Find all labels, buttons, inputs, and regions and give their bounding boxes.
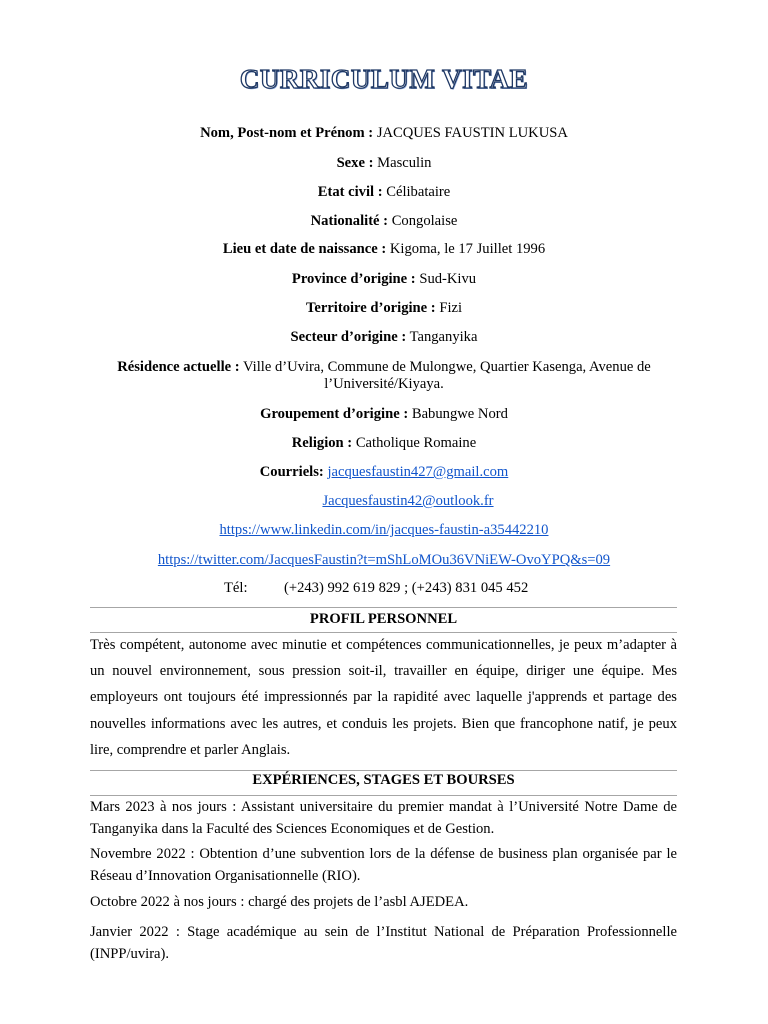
- residence-row: [0, 358, 768, 376]
- email-row: [0, 463, 768, 481]
- section-divider-top: [90, 607, 677, 608]
- residence-label: Résidence actuelle :: [117, 359, 240, 375]
- territory-label: Territoire d’origine :: [305, 300, 436, 316]
- religion-value: Catholique Romaine: [355, 435, 477, 451]
- province-label: Province d’origine :: [291, 271, 416, 287]
- group-value: Babungwe Nord: [411, 406, 508, 422]
- experience-heading: EXPÉRIENCES, STAGES ET BOURSES: [252, 772, 515, 788]
- territory-row: [0, 299, 768, 317]
- name-value: JACQUES FAUSTIN LUKUSA: [376, 125, 568, 141]
- religion-row: [0, 434, 768, 452]
- province-row: [0, 270, 768, 288]
- phone-label: Tél:: [224, 580, 248, 596]
- province-value: Sud-Kivu: [419, 271, 477, 287]
- sex-value: Masculin: [377, 155, 432, 171]
- civil-status-row: [0, 183, 768, 201]
- sex-row: [0, 154, 768, 172]
- profile-paragraph: Très compétent, autonome avec minutie et compétences communicationnelles, je peux m’adapter à un nouvel environnement, sous pression soit-il, travailler en équipe, diriger une équipe. Mes employeurs ont toujours été impressionnés par la rapidité avec laquelle j'apprends et partage des nouvelles informations avec les autres, et conduis les projets. Bien que francophone natif, je peux lire, comprendre et parler Anglais.: [90, 637, 677, 758]
- name-row: [0, 124, 768, 142]
- email-link-outlook[interactable]: Jacquesfaustin42@outlook.fr: [322, 493, 494, 509]
- birth-row: [0, 240, 768, 258]
- sector-row: [0, 328, 768, 346]
- sector-value: Tanganyika: [409, 329, 478, 345]
- section-divider-top: [90, 770, 677, 771]
- birth-label: Lieu et date de naissance :: [222, 241, 387, 257]
- linkedin-link[interactable]: https://www.linkedin.com/in/jacques-faustin-a35442210: [219, 522, 549, 538]
- nationality-row: [0, 212, 768, 230]
- religion-label: Religion :: [291, 435, 353, 451]
- civil-status-value: Célibataire: [386, 184, 451, 200]
- profile-heading: PROFIL PERSONNEL: [309, 611, 458, 627]
- phone-value: (+243) 992 619 829 ; (+243) 831 045 452: [284, 580, 529, 596]
- nationality-label: Nationalité :: [310, 213, 389, 229]
- email-row-2: [0, 492, 768, 510]
- territory-value: Fizi: [439, 300, 463, 316]
- birth-value: Kigoma, le 17 Juillet 1996: [389, 241, 546, 257]
- twitter-link[interactable]: https://twitter.com/JacquesFaustin?t=mShLoMOu36VNiEW-OvoYPQ&s=09: [157, 552, 611, 568]
- sex-label: Sexe :: [336, 155, 374, 171]
- twitter-row: [0, 551, 768, 569]
- group-label: Groupement d’origine :: [260, 406, 409, 422]
- experience-item: Octobre 2022 à nos jours : chargé des projets de l’asbl AJEDEA.: [90, 894, 469, 910]
- name-label: Nom, Post-nom et Prénom :: [200, 125, 374, 141]
- email-label: Courriels:: [259, 464, 324, 480]
- nationality-value: Congolaise: [391, 213, 458, 229]
- email-link-gmail[interactable]: jacquesfaustin427@gmail.com: [327, 464, 509, 480]
- experience-item: Novembre 2022 : Obtention d’une subvention lors de la défense de business plan organisée par le Réseau d’Innovation Organisationnelle (RIO).: [90, 846, 677, 884]
- civil-status-label: Etat civil :: [317, 184, 383, 200]
- experience-item: Mars 2023 à nos jours : Assistant universitaire du premier mandat à l’Université Notre Dame de Tanganyika dans la Faculté des Sciences Economiques et de Gestion.: [90, 799, 677, 837]
- sector-label: Secteur d’origine :: [290, 329, 407, 345]
- residence-value-line1: Ville d’Uvira, Commune de Mulongwe, Quartier Kasenga, Avenue de: [243, 359, 651, 375]
- experience-item: Janvier 2022 : Stage académique au sein de l’Institut National de Préparation Professionnelle (INPP/uvira).: [90, 924, 677, 962]
- cv-title: CURRICULUM VITAE: [239, 64, 529, 94]
- residence-value-line2: l’Université/Kiyaya.: [324, 376, 444, 392]
- group-row: [0, 405, 768, 423]
- linkedin-row: [0, 521, 768, 539]
